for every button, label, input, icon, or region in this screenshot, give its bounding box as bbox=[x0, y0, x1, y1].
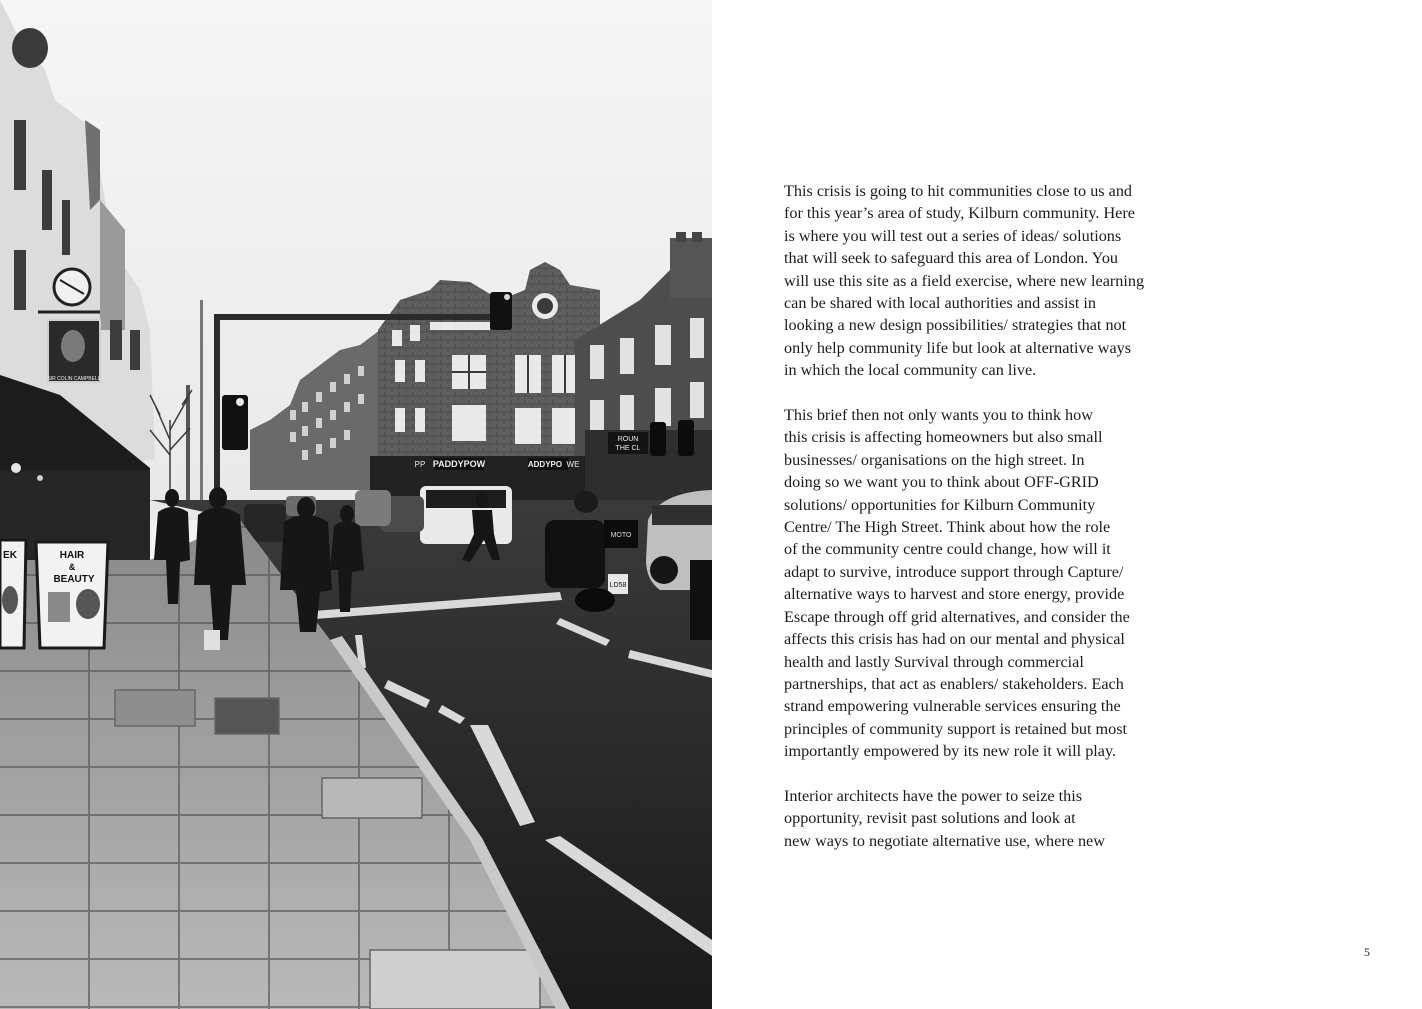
paragraph-intro bbox=[784, 180, 1204, 382]
text-line: new ways to negotiate alternative use, where new bbox=[784, 831, 1105, 850]
body-text bbox=[784, 180, 1204, 875]
moto-box-label: MOTO bbox=[610, 532, 632, 539]
satellite-dish-icon bbox=[12, 28, 48, 68]
store-sign-paddypower: PADDYPOW bbox=[432, 459, 486, 469]
text-line: solutions/ opportunities for Kilburn Community bbox=[784, 495, 1096, 514]
text-line: can be shared with local authorities and assist in bbox=[784, 294, 1096, 313]
text-line: this crisis is affecting homeowners but also small bbox=[784, 428, 1103, 447]
pub-sign-text: SIR COLIN CAMPBELL bbox=[47, 376, 101, 382]
text-line: This crisis is going to hit communities close to us and bbox=[784, 182, 1133, 200]
shop-a-boards bbox=[0, 540, 108, 648]
text-line: adapt to survive, introduce support through Capture/ bbox=[784, 562, 1124, 581]
store-sign-pp: PP bbox=[414, 460, 426, 469]
text-line: health and lastly Survival through commercial bbox=[784, 652, 1084, 671]
text-line: looking a new design possibilities/ strategies that not bbox=[784, 316, 1127, 335]
text-line: that will seek to safeguard this area of London. You bbox=[784, 249, 1119, 268]
text-line: Centre/ The High Street. Think about how the role bbox=[784, 518, 1111, 537]
round-sign-line1: ROUN bbox=[617, 436, 639, 443]
text-line: businesses/ organisations on the high street. In bbox=[784, 450, 1085, 469]
text-line: will use this site as a field exercise, where new learning bbox=[784, 271, 1145, 290]
text-line: affects this crisis has had on our mental and physical bbox=[784, 630, 1125, 649]
text-line: in which the local community can live. bbox=[784, 361, 1037, 380]
paragraph-interior-architects bbox=[784, 785, 1204, 852]
text-line: opportunity, revisit past solutions and look at bbox=[784, 809, 1076, 828]
text-line: of the community centre could change, how will it bbox=[784, 540, 1111, 559]
text-line: principles of community support is retained but most bbox=[784, 719, 1128, 738]
text-line: This brief then not only wants you to think how bbox=[784, 406, 1093, 425]
text-line: strand empowering vulnerable services ensuring the bbox=[784, 697, 1121, 716]
a-board-beauty: BEAUTY bbox=[53, 574, 95, 585]
store-sign-we: WE bbox=[566, 460, 580, 469]
a-board-hair: HAIR bbox=[59, 550, 85, 561]
text-line: only help community life but look at alternative ways bbox=[784, 338, 1132, 357]
a-board-ampersand: & bbox=[68, 562, 76, 572]
round-sign-line2: THE CL bbox=[615, 445, 641, 452]
text-line: alternative ways to harvest and store energy, provide bbox=[784, 585, 1125, 604]
text-line: partnerships, that act as enablers/ stakeholders. Each bbox=[784, 674, 1124, 693]
text-line: Interior architects have the power to seize this bbox=[784, 786, 1082, 805]
store-sign-paddypower-2: ADDYPO bbox=[527, 460, 563, 469]
paragraph-brief bbox=[784, 404, 1204, 763]
number-plate: LD58 bbox=[609, 582, 627, 589]
text-line: is where you will test out a series of ideas/ solutions bbox=[784, 226, 1122, 245]
text-line: Escape through off grid alternatives, and consider the bbox=[784, 607, 1130, 626]
page-number: 5 bbox=[1364, 945, 1370, 959]
a-board-fragment: EK bbox=[3, 550, 17, 561]
text-line: for this year’s area of study, Kilburn community. Here bbox=[784, 204, 1135, 223]
text-line: doing so we want you to think about OFF-GRID bbox=[784, 473, 1099, 492]
text-line: importantly empowered by its new role it will play. bbox=[784, 742, 1117, 761]
